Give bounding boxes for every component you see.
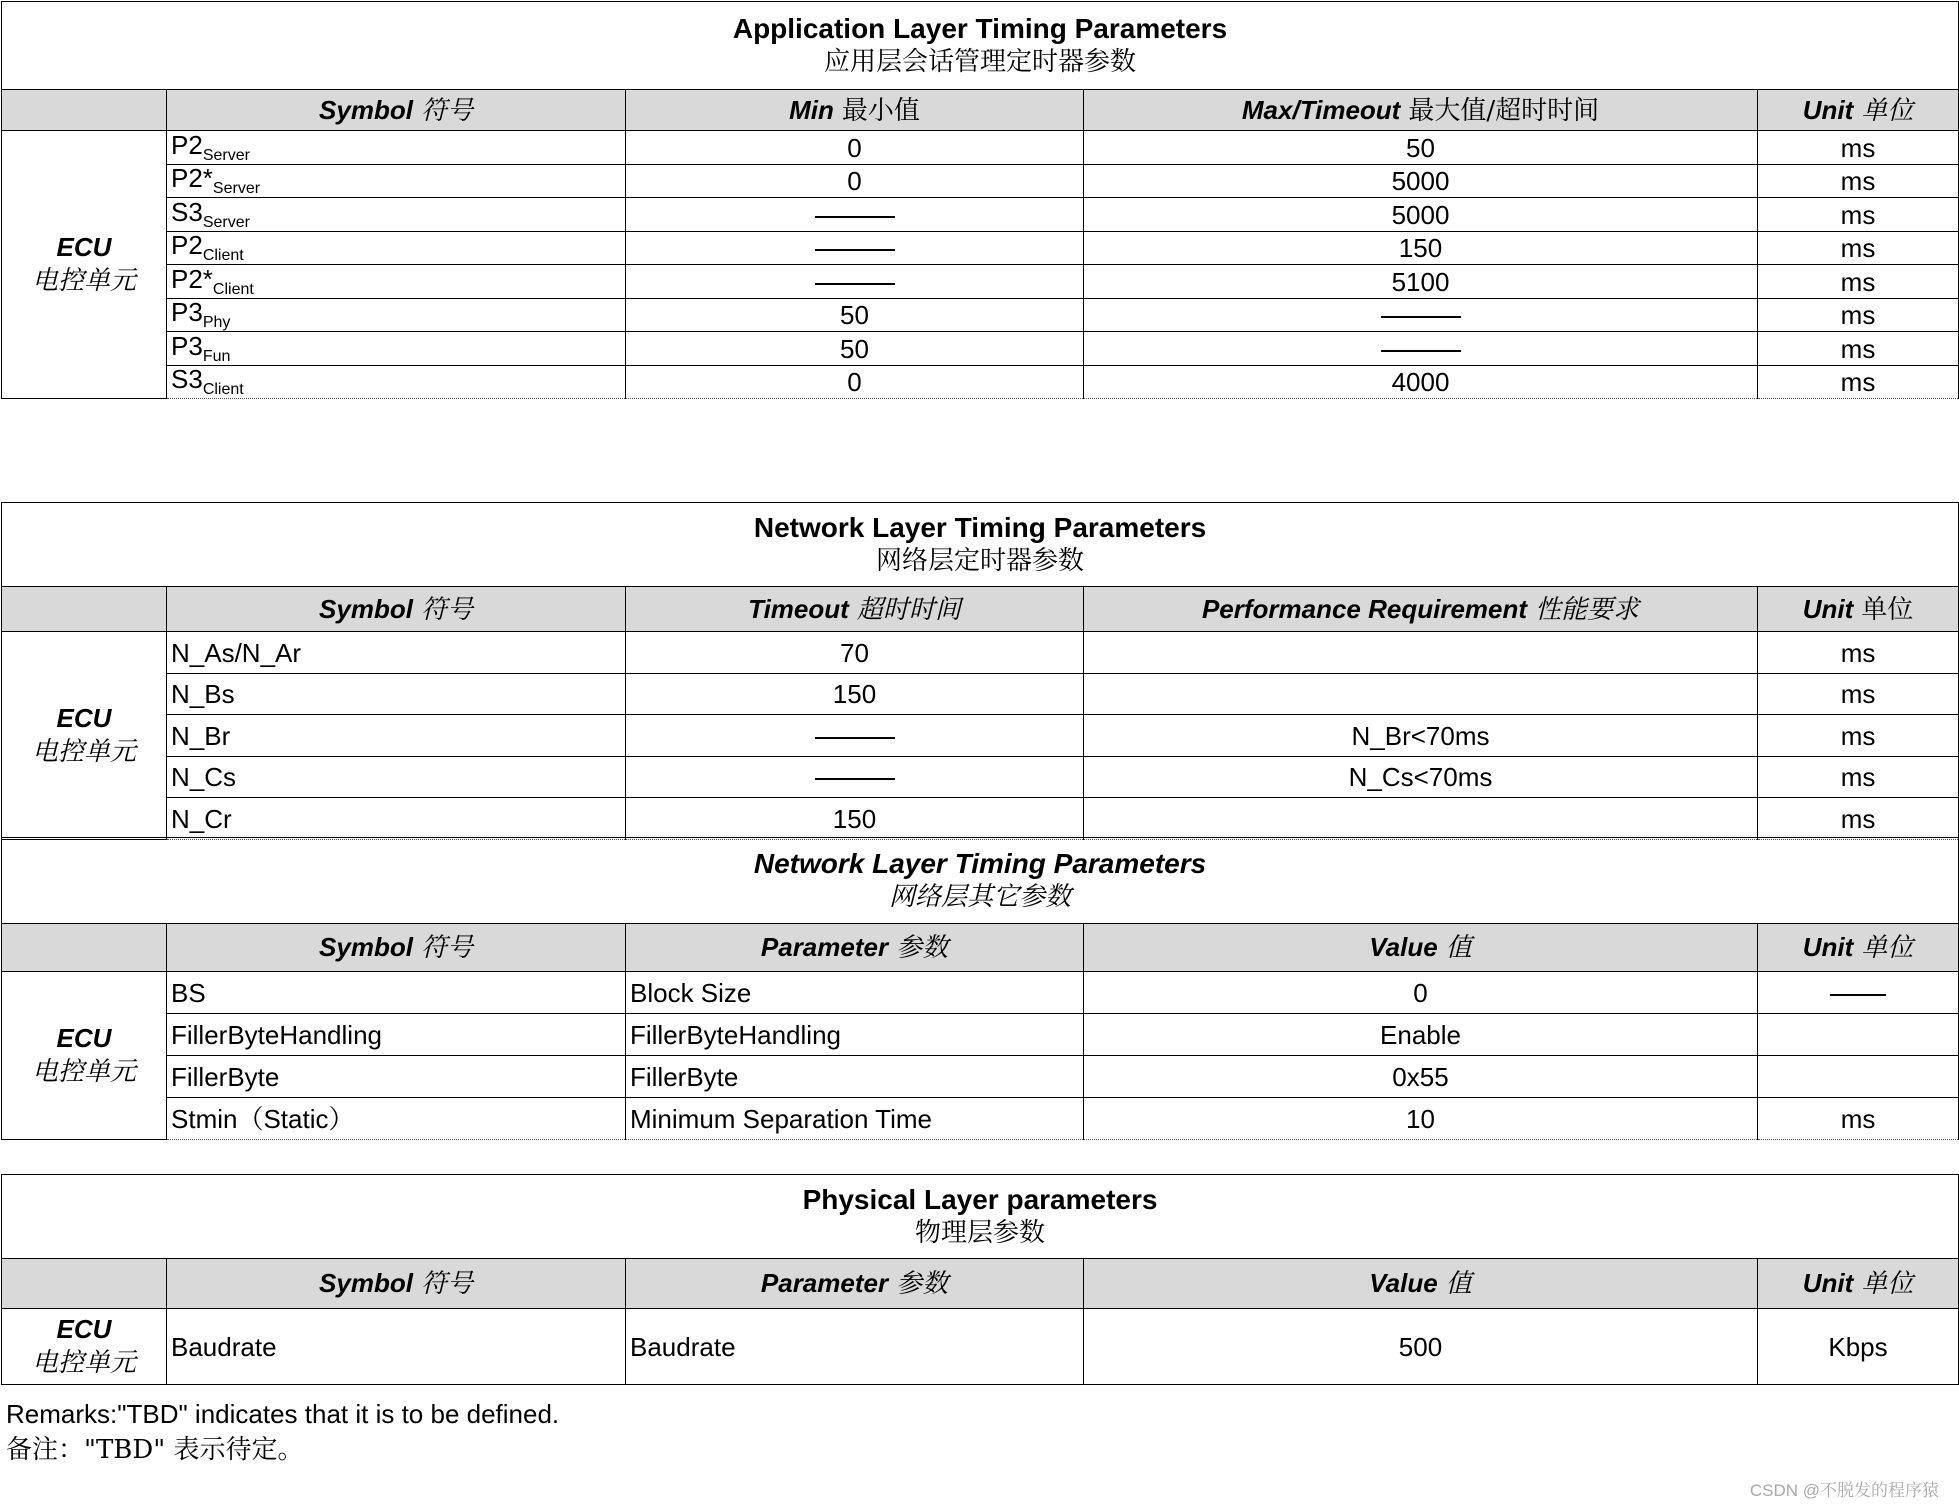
table-row xyxy=(2,1309,1959,1385)
parameter-cell: FillerByteHandling xyxy=(626,1014,1084,1056)
table-row xyxy=(2,366,1959,399)
ecu-label-cn: 电控单元 xyxy=(31,1056,136,1087)
max-cell: 4000 xyxy=(1084,366,1758,399)
header-parameter: Parameter 参数 xyxy=(626,924,1084,972)
dash-placeholder xyxy=(815,283,895,285)
unit-cell: ms xyxy=(1758,366,1959,399)
symbol-cell xyxy=(167,131,626,165)
min-cell xyxy=(626,198,1084,232)
dash-placeholder xyxy=(1381,350,1461,352)
performance-cell: N_Cs<70ms xyxy=(1084,757,1758,798)
value-cell: 500 xyxy=(1084,1309,1758,1385)
table-row xyxy=(2,972,1959,1014)
min-cell: 0 xyxy=(626,131,1084,165)
parameter-cell: Baudrate xyxy=(626,1309,1084,1385)
table-title xyxy=(2,2,1959,90)
symbol-cell: FillerByte xyxy=(167,1056,626,1098)
title-en: Network Layer Timing Parameters xyxy=(753,848,1207,880)
header-row xyxy=(2,1259,1959,1309)
table-row xyxy=(2,131,1959,165)
header-max: Max/Timeout 最大值/超时时间 xyxy=(1084,90,1758,131)
header-unit: Unit 单位 xyxy=(1758,924,1959,972)
ecu-label-en: ECU xyxy=(56,702,112,733)
parameter-cell: Block Size xyxy=(626,972,1084,1014)
unit-cell xyxy=(1758,1014,1959,1056)
table-row xyxy=(2,1014,1959,1056)
header-parameter: Parameter 参数 xyxy=(626,1259,1084,1309)
title-cn: 网络层其它参数 xyxy=(889,882,1072,913)
table-title xyxy=(2,838,1959,924)
application-layer-table xyxy=(1,1,1959,399)
ecu-label-en: ECU xyxy=(56,1022,112,1053)
unit-cell: ms xyxy=(1758,131,1959,165)
ecu-label-en: ECU xyxy=(56,231,112,262)
unit-cell: ms xyxy=(1758,299,1959,332)
watermark: CSDN @不脱发的程序猿 xyxy=(1749,1481,1939,1500)
ecu-label-en: ECU xyxy=(56,1313,112,1344)
title-en: Application Layer Timing Parameters xyxy=(732,13,1228,45)
dash-placeholder xyxy=(815,737,895,739)
table-row xyxy=(2,757,1959,798)
ecu-label-cn: 电控单元 xyxy=(31,736,136,767)
dash-placeholder xyxy=(1381,316,1461,318)
symbol-text: P2* xyxy=(171,264,213,294)
symbol-cell xyxy=(167,165,626,198)
timeout-cell xyxy=(626,715,1084,757)
ecu-group-label xyxy=(2,131,167,399)
title-cn: 应用层会话管理定时器参数 xyxy=(823,47,1136,78)
max-cell: 5000 xyxy=(1084,198,1758,232)
symbol-cell: N_Cr xyxy=(167,798,626,840)
performance-cell xyxy=(1084,798,1758,840)
symbol-text: P2 xyxy=(171,130,203,160)
timeout-cell: 150 xyxy=(626,798,1084,840)
table-row xyxy=(2,1056,1959,1098)
min-cell: 50 xyxy=(626,299,1084,332)
timeout-cell: 150 xyxy=(626,674,1084,715)
value-cell: 0x55 xyxy=(1084,1056,1758,1098)
header-unit: Unit 单位 xyxy=(1758,587,1959,632)
unit-cell: ms xyxy=(1758,265,1959,299)
max-cell: 50 xyxy=(1084,131,1758,165)
header-blank xyxy=(2,1259,167,1309)
max-cell xyxy=(1084,299,1758,332)
symbol-text: P3 xyxy=(171,331,203,361)
min-cell xyxy=(626,265,1084,299)
header-blank xyxy=(2,587,167,632)
symbol-subscript: Client xyxy=(212,280,254,298)
unit-cell xyxy=(1758,1056,1959,1098)
header-value: Value 值 xyxy=(1084,924,1758,972)
unit-cell: ms xyxy=(1758,715,1959,757)
header-timeout: Timeout 超时时间 xyxy=(626,587,1084,632)
application-layer-body xyxy=(2,131,1959,399)
symbol-cell xyxy=(167,299,626,332)
header-symbol: Symbol 符号 xyxy=(167,1259,626,1309)
performance-cell xyxy=(1084,674,1758,715)
table-row xyxy=(2,798,1959,840)
symbol-cell: N_Bs xyxy=(167,674,626,715)
symbol-cell xyxy=(167,332,626,366)
table-row xyxy=(2,198,1959,232)
ecu-label-cn: 电控单元 xyxy=(31,1347,136,1378)
min-cell: 0 xyxy=(626,165,1084,198)
dash-placeholder xyxy=(815,216,895,218)
max-cell xyxy=(1084,332,1758,366)
header-row xyxy=(2,90,1959,131)
value-cell: Enable xyxy=(1084,1014,1758,1056)
header-performance: Performance Requirement 性能要求 xyxy=(1084,587,1758,632)
symbol-text: P2* xyxy=(171,164,213,193)
symbol-text: P2 xyxy=(171,231,203,260)
unit-cell: ms xyxy=(1758,232,1959,265)
symbol-subscript: Phy xyxy=(202,314,231,331)
symbol-text: S3 xyxy=(171,365,203,394)
min-cell xyxy=(626,232,1084,265)
header-symbol: Symbol 符号 xyxy=(167,587,626,632)
symbol-cell: N_Cs xyxy=(167,757,626,798)
header-row xyxy=(2,924,1959,972)
table-row xyxy=(2,632,1959,674)
remarks-en: Remarks:"TBD" indicates that it is to be defined. xyxy=(6,1399,560,1429)
min-cell: 50 xyxy=(626,332,1084,366)
symbol-cell xyxy=(167,198,626,232)
symbol-cell xyxy=(167,366,626,399)
header-symbol: Symbol 符号 xyxy=(167,924,626,972)
performance-cell xyxy=(1084,632,1758,674)
table-row xyxy=(2,715,1959,757)
physical-layer-body xyxy=(2,1309,1959,1385)
header-blank xyxy=(2,924,167,972)
ecu-group-label xyxy=(2,972,167,1140)
ecu-label-cn: 电控单元 xyxy=(31,265,136,296)
table-row xyxy=(2,232,1959,265)
parameter-cell: FillerByte xyxy=(626,1056,1084,1098)
unit-cell: ms xyxy=(1758,1098,1959,1140)
unit-cell xyxy=(1758,972,1959,1014)
unit-cell: ms xyxy=(1758,198,1959,232)
network-layer-other-table xyxy=(1,837,1959,1140)
symbol-cell: Baudrate xyxy=(167,1309,626,1385)
symbol-cell: Stmin（Static） xyxy=(167,1098,626,1140)
header-symbol: Symbol 符号 xyxy=(167,90,626,131)
title-cn: 网络层定时器参数 xyxy=(876,546,1085,577)
title-en: Physical Layer parameters xyxy=(802,1184,1158,1216)
symbol-subscript: Fun xyxy=(202,347,231,365)
title-en: Network Layer Timing Parameters xyxy=(753,512,1207,544)
symbol-subscript: Server xyxy=(202,146,250,164)
min-cell: 0 xyxy=(626,366,1084,399)
symbol-subscript: Client xyxy=(202,247,244,264)
max-cell: 5100 xyxy=(1084,265,1758,299)
table-row xyxy=(2,165,1959,198)
timeout-cell: 70 xyxy=(626,632,1084,674)
symbol-cell: FillerByteHandling xyxy=(167,1014,626,1056)
performance-cell: N_Br<70ms xyxy=(1084,715,1758,757)
max-cell: 5000 xyxy=(1084,165,1758,198)
ecu-group-label xyxy=(2,1309,167,1385)
table-row xyxy=(2,674,1959,715)
unit-cell: ms xyxy=(1758,632,1959,674)
network-layer-other-body xyxy=(2,972,1959,1140)
network-layer-timing-body xyxy=(2,632,1959,840)
header-unit: Unit 单位 xyxy=(1758,1259,1959,1309)
unit-cell: ms xyxy=(1758,165,1959,198)
symbol-cell xyxy=(167,232,626,265)
table-title xyxy=(2,503,1959,587)
table-row xyxy=(2,1098,1959,1140)
header-row xyxy=(2,587,1959,632)
symbol-subscript: Client xyxy=(202,381,244,398)
header-blank xyxy=(2,90,167,131)
max-cell: 150 xyxy=(1084,232,1758,265)
dash-placeholder xyxy=(815,778,895,780)
title-cn: 物理层参数 xyxy=(915,1218,1046,1249)
header-unit: Unit 单位 xyxy=(1758,90,1959,131)
remarks xyxy=(6,1396,559,1468)
symbol-subscript: Server xyxy=(202,213,250,231)
timeout-cell xyxy=(626,757,1084,798)
remarks-cn: 备注："TBD" 表示待定。 xyxy=(6,1435,304,1465)
dash-placeholder xyxy=(815,249,895,251)
unit-cell: ms xyxy=(1758,757,1959,798)
value-cell: 10 xyxy=(1084,1098,1758,1140)
unit-cell: ms xyxy=(1758,798,1959,840)
table-title xyxy=(2,1175,1959,1259)
symbol-text: P3 xyxy=(171,298,203,327)
unit-cell: Kbps xyxy=(1758,1309,1959,1385)
value-cell: 0 xyxy=(1084,972,1758,1014)
network-layer-timing-table xyxy=(1,502,1959,840)
table-row xyxy=(2,265,1959,299)
symbol-cell: N_Br xyxy=(167,715,626,757)
symbol-text: S3 xyxy=(171,197,203,227)
unit-cell: ms xyxy=(1758,332,1959,366)
symbol-cell xyxy=(167,265,626,299)
dash-placeholder xyxy=(1830,994,1886,996)
header-min: Min 最小值 xyxy=(626,90,1084,131)
symbol-subscript: Server xyxy=(212,180,261,197)
header-value: Value 值 xyxy=(1084,1259,1758,1309)
physical-layer-table xyxy=(1,1174,1959,1385)
table-row xyxy=(2,332,1959,366)
symbol-cell: N_As/N_Ar xyxy=(167,632,626,674)
parameter-cell: Minimum Separation Time xyxy=(626,1098,1084,1140)
ecu-group-label xyxy=(2,632,167,840)
symbol-cell: BS xyxy=(167,972,626,1014)
table-row xyxy=(2,299,1959,332)
unit-cell: ms xyxy=(1758,674,1959,715)
